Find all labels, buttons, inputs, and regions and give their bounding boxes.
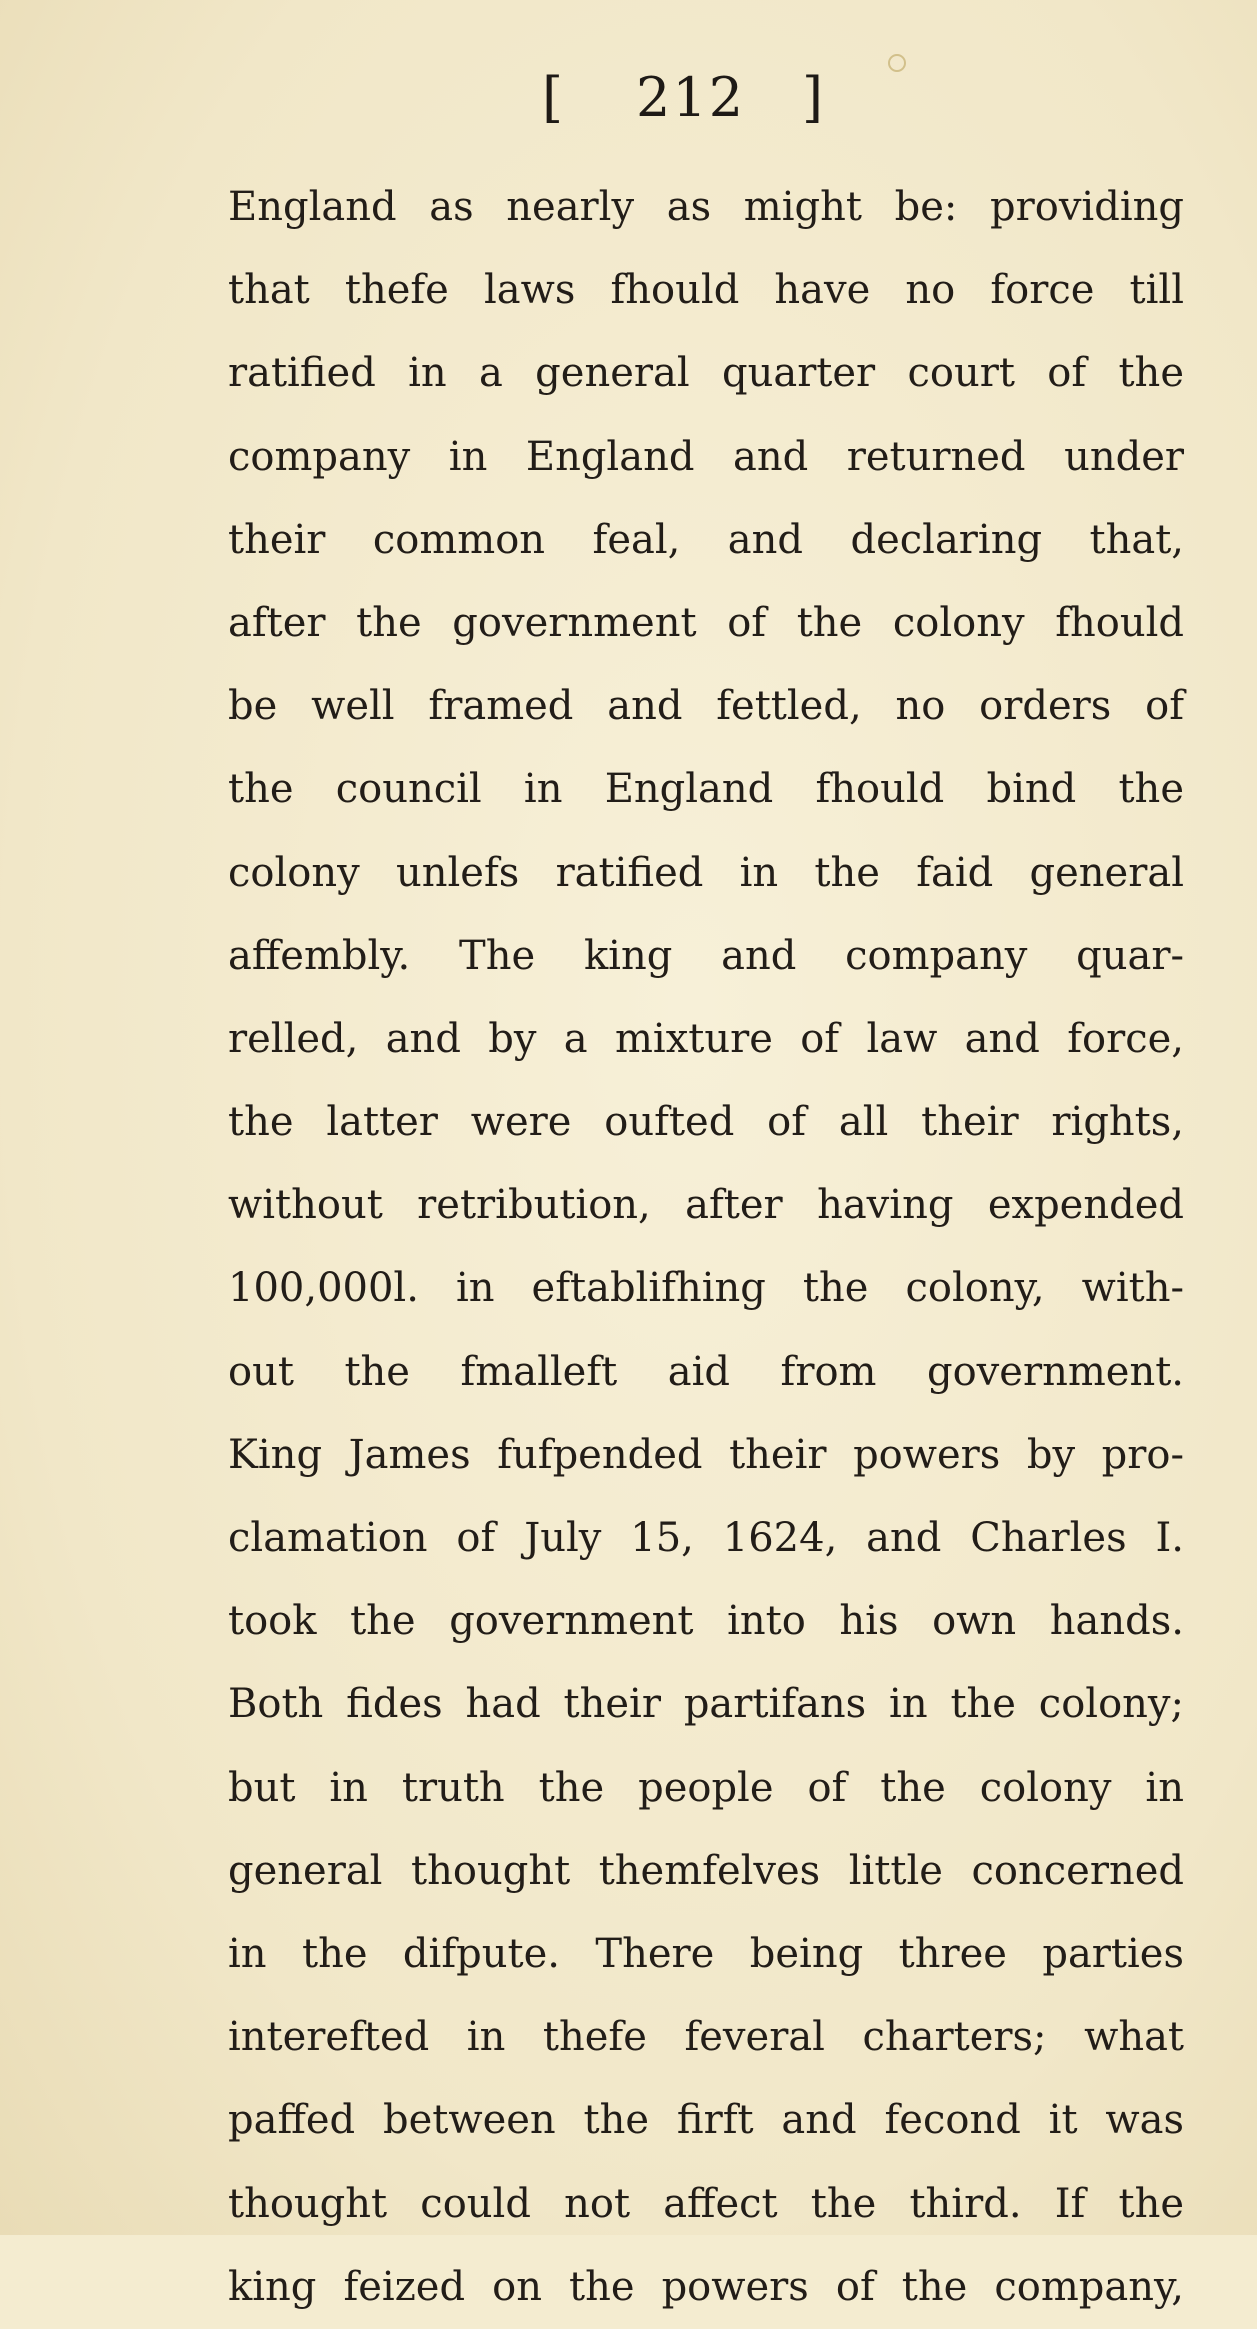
text-line: ratified in a general quarter court of the: [228, 350, 1184, 397]
text-line: clamation of July 15, 1624, and Charles I.: [228, 1515, 1184, 1561]
text-line: without retribution, after having expended: [228, 1182, 1184, 1229]
text-line: company in England and returned under: [228, 433, 1184, 480]
text-line: King James fufpended their powers by pro-: [228, 1431, 1184, 1478]
text-line: England as nearly as might be: providing: [228, 184, 1184, 230]
text-line: be well framed and fettled, no orders of: [228, 683, 1184, 730]
header-bracket-close: ]: [802, 66, 824, 129]
text-line: affembly. The king and company quar-: [228, 932, 1184, 979]
text-line: but in truth the people of the colony in: [228, 1764, 1184, 1811]
text-line: in the difpute. There being three parties: [228, 1930, 1184, 1977]
text-line: king feized on the powers of the company,: [228, 2263, 1184, 2310]
text-line: colony unlefs ratified in the faid general: [228, 849, 1184, 896]
body-text: [228, 166, 1184, 2329]
text-line: the latter were oufted of all their rights,: [228, 1099, 1184, 1146]
ink-spot-mark: [888, 54, 906, 72]
text-line: general thought themfelves little concerned: [228, 1847, 1184, 1894]
text-line: relled, and by a mixture of law and force,: [228, 1015, 1184, 1062]
text-line: out the fmalleft aid from government.: [228, 1348, 1184, 1395]
text-line: that thefe laws fhould have no force till: [228, 267, 1184, 314]
text-line: interefted in thefe feveral charters; what: [228, 2014, 1184, 2061]
text-line: 100,000l. in eftablifhing the colony, with-: [228, 1265, 1184, 1312]
text-line: the council in England fhould bind the: [228, 766, 1184, 813]
text-line: thought could not affect the third. If the: [228, 2180, 1184, 2227]
page-header: [540, 66, 860, 156]
text-line: Both fides had their partifans in the colony;: [228, 1681, 1184, 1728]
text-line: took the government into his own hands.: [228, 1598, 1184, 1645]
text-line: after the government of the colony fhould: [228, 599, 1184, 646]
header-bracket-open: [: [542, 66, 564, 129]
text-line: paffed between the firft and fecond it was: [228, 2097, 1184, 2144]
text-line: their common feal, and declaring that,: [228, 516, 1184, 563]
page-number: 212: [636, 66, 746, 129]
